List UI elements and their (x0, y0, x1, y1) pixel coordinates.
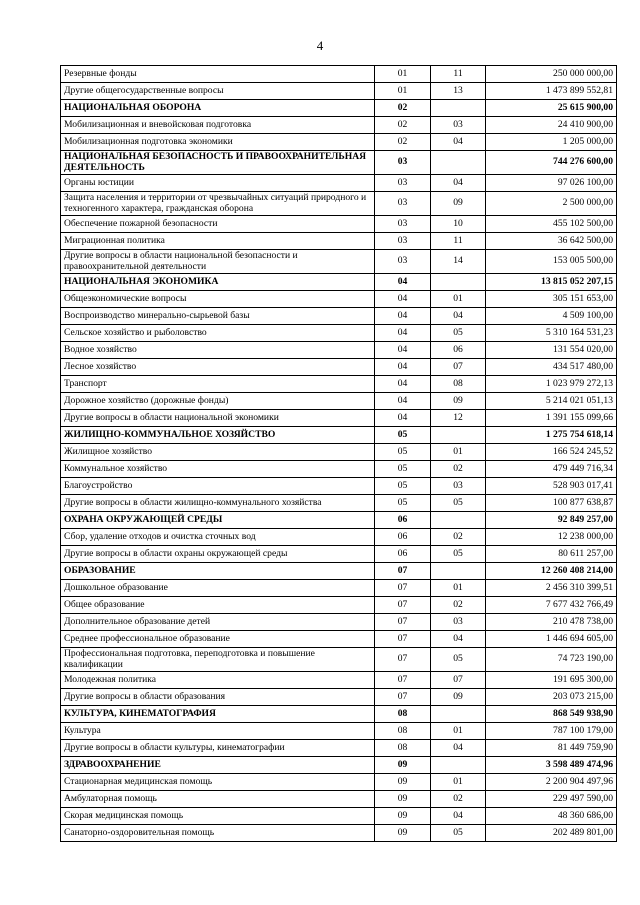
table-row (61, 808, 617, 825)
row-amount-cell: 1 446 694 605,00 (486, 631, 617, 648)
row-name-cell: Органы юстиции (61, 175, 375, 192)
row-name-cell: НАЦИОНАЛЬНАЯ ЭКОНОМИКА (61, 274, 375, 291)
row-subsection-code-cell: 02 (431, 461, 486, 478)
row-subsection-code-cell: 04 (431, 134, 486, 151)
row-subsection-code-cell: 08 (431, 376, 486, 393)
row-name-cell: Мобилизационная и вневойсковая подготовка (61, 117, 375, 134)
row-section-code-cell: 03 (375, 151, 431, 175)
table-row (61, 740, 617, 757)
row-section-code-cell: 04 (375, 376, 431, 393)
row-amount-cell: 868 549 938,90 (486, 706, 617, 723)
table-row (61, 495, 617, 512)
table-row (61, 546, 617, 563)
row-name-cell: Профессиональная подготовка, переподготовка и повышение квалификации (61, 648, 375, 672)
row-name-cell: Обеспечение пожарной безопасности (61, 216, 375, 233)
row-name-cell: Другие вопросы в области жилищно-коммунального хозяйства (61, 495, 375, 512)
row-amount-cell: 100 877 638,87 (486, 495, 617, 512)
row-name-cell: Другие вопросы в области культуры, кинематографии (61, 740, 375, 757)
row-amount-cell: 166 524 245,52 (486, 444, 617, 461)
row-name-cell: Амбулаторная помощь (61, 791, 375, 808)
row-name-cell: Санаторно-оздоровительная помощь (61, 825, 375, 842)
row-section-code-cell: 05 (375, 478, 431, 495)
row-amount-cell: 12 260 408 214,00 (486, 563, 617, 580)
row-amount-cell: 191 695 300,00 (486, 672, 617, 689)
row-section-code-cell: 06 (375, 546, 431, 563)
row-amount-cell: 787 100 179,00 (486, 723, 617, 740)
row-amount-cell: 2 500 000,00 (486, 192, 617, 216)
section-row (61, 100, 617, 117)
row-subsection-code-cell: 11 (431, 233, 486, 250)
row-section-code-cell: 05 (375, 495, 431, 512)
row-amount-cell: 250 000 000,00 (486, 66, 617, 83)
row-subsection-code-cell (431, 757, 486, 774)
row-name-cell: Сбор, удаление отходов и очистка сточных вод (61, 529, 375, 546)
section-row (61, 706, 617, 723)
row-subsection-code-cell: 03 (431, 478, 486, 495)
row-subsection-code-cell: 05 (431, 825, 486, 842)
row-amount-cell: 74 723 190,00 (486, 648, 617, 672)
row-section-code-cell: 04 (375, 342, 431, 359)
table-row (61, 580, 617, 597)
row-subsection-code-cell: 04 (431, 631, 486, 648)
row-section-code-cell: 09 (375, 757, 431, 774)
row-amount-cell: 81 449 759,90 (486, 740, 617, 757)
row-subsection-code-cell: 07 (431, 359, 486, 376)
row-amount-cell: 434 517 480,00 (486, 359, 617, 376)
row-amount-cell: 744 276 600,00 (486, 151, 617, 175)
row-section-code-cell: 04 (375, 393, 431, 410)
row-name-cell: Общее образование (61, 597, 375, 614)
row-section-code-cell: 07 (375, 580, 431, 597)
row-section-code-cell: 02 (375, 100, 431, 117)
row-section-code-cell: 04 (375, 410, 431, 427)
table-row (61, 631, 617, 648)
row-name-cell: Жилищное хозяйство (61, 444, 375, 461)
row-section-code-cell: 02 (375, 117, 431, 134)
table-row (61, 791, 617, 808)
row-amount-cell: 1 023 979 272,13 (486, 376, 617, 393)
row-name-cell: Другие вопросы в области образования (61, 689, 375, 706)
row-name-cell: Миграционная политика (61, 233, 375, 250)
row-subsection-code-cell: 04 (431, 308, 486, 325)
row-section-code-cell: 03 (375, 175, 431, 192)
row-name-cell: Общеэкономические вопросы (61, 291, 375, 308)
row-subsection-code-cell (431, 512, 486, 529)
row-name-cell: ОХРАНА ОКРУЖАЮЩЕЙ СРЕДЫ (61, 512, 375, 529)
row-subsection-code-cell (431, 151, 486, 175)
row-subsection-code-cell (431, 427, 486, 444)
row-name-cell: Другие вопросы в области охраны окружающей среды (61, 546, 375, 563)
table-row (61, 461, 617, 478)
row-subsection-code-cell: 03 (431, 117, 486, 134)
row-amount-cell: 203 073 215,00 (486, 689, 617, 706)
row-amount-cell: 36 642 500,00 (486, 233, 617, 250)
section-row (61, 274, 617, 291)
row-section-code-cell: 03 (375, 216, 431, 233)
row-amount-cell: 528 903 017,41 (486, 478, 617, 495)
section-row (61, 563, 617, 580)
row-section-code-cell: 04 (375, 359, 431, 376)
table-row (61, 774, 617, 791)
row-amount-cell: 2 200 904 497,96 (486, 774, 617, 791)
table-row (61, 233, 617, 250)
table-row (61, 825, 617, 842)
row-subsection-code-cell (431, 100, 486, 117)
row-subsection-code-cell: 14 (431, 250, 486, 274)
table-row (61, 83, 617, 100)
row-name-cell: Водное хозяйство (61, 342, 375, 359)
row-amount-cell: 202 489 801,00 (486, 825, 617, 842)
row-subsection-code-cell: 10 (431, 216, 486, 233)
row-subsection-code-cell: 11 (431, 66, 486, 83)
table-row (61, 444, 617, 461)
table-row (61, 250, 617, 274)
row-subsection-code-cell: 02 (431, 529, 486, 546)
row-section-code-cell: 07 (375, 614, 431, 631)
row-section-code-cell: 03 (375, 192, 431, 216)
row-name-cell: Резервные фонды (61, 66, 375, 83)
row-section-code-cell: 07 (375, 672, 431, 689)
row-amount-cell: 97 026 100,00 (486, 175, 617, 192)
row-section-code-cell: 07 (375, 689, 431, 706)
row-amount-cell: 455 102 500,00 (486, 216, 617, 233)
row-subsection-code-cell: 01 (431, 774, 486, 791)
row-subsection-code-cell: 07 (431, 672, 486, 689)
row-name-cell: НАЦИОНАЛЬНАЯ ОБОРОНА (61, 100, 375, 117)
row-name-cell: Скорая медицинская помощь (61, 808, 375, 825)
table-row (61, 308, 617, 325)
row-subsection-code-cell: 09 (431, 393, 486, 410)
budget-table-body (61, 66, 617, 842)
table-row (61, 648, 617, 672)
table-row (61, 689, 617, 706)
row-amount-cell: 1 391 155 099,66 (486, 410, 617, 427)
row-section-code-cell: 09 (375, 791, 431, 808)
row-section-code-cell: 08 (375, 723, 431, 740)
row-name-cell: Молодежная политика (61, 672, 375, 689)
row-subsection-code-cell: 02 (431, 791, 486, 808)
table-row (61, 597, 617, 614)
row-subsection-code-cell: 06 (431, 342, 486, 359)
row-amount-cell: 80 611 257,00 (486, 546, 617, 563)
row-amount-cell: 229 497 590,00 (486, 791, 617, 808)
row-subsection-code-cell: 05 (431, 648, 486, 672)
row-name-cell: Воспроизводство минерально-сырьевой базы (61, 308, 375, 325)
row-name-cell: Защита населения и территории от чрезвычайных ситуаций природного и техногенного характера, гражданская оборона (61, 192, 375, 216)
table-row (61, 723, 617, 740)
row-amount-cell: 13 815 052 207,15 (486, 274, 617, 291)
table-row (61, 359, 617, 376)
row-name-cell: Культура (61, 723, 375, 740)
section-row (61, 512, 617, 529)
row-name-cell: Дорожное хозяйство (дорожные фонды) (61, 393, 375, 410)
row-subsection-code-cell: 01 (431, 291, 486, 308)
row-subsection-code-cell: 05 (431, 325, 486, 342)
row-section-code-cell: 07 (375, 631, 431, 648)
row-amount-cell: 131 554 020,00 (486, 342, 617, 359)
row-amount-cell: 2 456 310 399,51 (486, 580, 617, 597)
row-name-cell: Транспорт (61, 376, 375, 393)
row-subsection-code-cell (431, 706, 486, 723)
table-row (61, 325, 617, 342)
row-section-code-cell: 03 (375, 250, 431, 274)
row-subsection-code-cell: 01 (431, 444, 486, 461)
row-name-cell: Другие вопросы в области национальной безопасности и правоохранительной деятельности (61, 250, 375, 274)
table-row (61, 376, 617, 393)
table-row (61, 216, 617, 233)
row-amount-cell: 24 410 900,00 (486, 117, 617, 134)
row-section-code-cell: 04 (375, 291, 431, 308)
row-subsection-code-cell: 01 (431, 580, 486, 597)
row-section-code-cell: 07 (375, 648, 431, 672)
row-name-cell: НАЦИОНАЛЬНАЯ БЕЗОПАСНОСТЬ И ПРАВООХРАНИТЕЛЬНАЯ ДЕЯТЕЛЬНОСТЬ (61, 151, 375, 175)
row-name-cell: Благоустройство (61, 478, 375, 495)
row-name-cell: Дополнительное образование детей (61, 614, 375, 631)
row-name-cell: Среднее профессиональное образование (61, 631, 375, 648)
row-section-code-cell: 05 (375, 444, 431, 461)
row-subsection-code-cell: 09 (431, 192, 486, 216)
row-section-code-cell: 04 (375, 274, 431, 291)
budget-table (60, 65, 617, 842)
row-amount-cell: 153 005 500,00 (486, 250, 617, 274)
table-row (61, 672, 617, 689)
row-section-code-cell: 09 (375, 825, 431, 842)
row-section-code-cell: 04 (375, 325, 431, 342)
row-name-cell: Дошкольное образование (61, 580, 375, 597)
table-row (61, 614, 617, 631)
table-row (61, 291, 617, 308)
row-subsection-code-cell: 03 (431, 614, 486, 631)
table-row (61, 117, 617, 134)
row-subsection-code-cell: 04 (431, 740, 486, 757)
row-section-code-cell: 01 (375, 83, 431, 100)
row-subsection-code-cell: 13 (431, 83, 486, 100)
section-row (61, 427, 617, 444)
row-name-cell: Сельское хозяйство и рыболовство (61, 325, 375, 342)
row-amount-cell: 92 849 257,00 (486, 512, 617, 529)
row-subsection-code-cell: 05 (431, 546, 486, 563)
table-row (61, 175, 617, 192)
row-name-cell: ЗДРАВООХРАНЕНИЕ (61, 757, 375, 774)
row-section-code-cell: 09 (375, 808, 431, 825)
row-amount-cell: 7 677 432 766,49 (486, 597, 617, 614)
row-amount-cell: 1 473 899 552,81 (486, 83, 617, 100)
row-section-code-cell: 06 (375, 512, 431, 529)
row-subsection-code-cell: 04 (431, 808, 486, 825)
row-amount-cell: 5 310 164 531,23 (486, 325, 617, 342)
row-section-code-cell: 09 (375, 774, 431, 791)
row-amount-cell: 210 478 738,00 (486, 614, 617, 631)
row-name-cell: Коммунальное хозяйство (61, 461, 375, 478)
row-amount-cell: 305 151 653,00 (486, 291, 617, 308)
row-amount-cell: 5 214 021 051,13 (486, 393, 617, 410)
row-section-code-cell: 08 (375, 740, 431, 757)
table-row (61, 192, 617, 216)
row-section-code-cell: 06 (375, 529, 431, 546)
row-section-code-cell: 04 (375, 308, 431, 325)
section-row (61, 757, 617, 774)
row-section-code-cell: 05 (375, 427, 431, 444)
row-amount-cell: 479 449 716,34 (486, 461, 617, 478)
table-row (61, 410, 617, 427)
row-amount-cell: 12 238 000,00 (486, 529, 617, 546)
row-section-code-cell: 02 (375, 134, 431, 151)
row-subsection-code-cell: 01 (431, 723, 486, 740)
row-name-cell: Мобилизационная подготовка экономики (61, 134, 375, 151)
row-name-cell: Другие общегосударственные вопросы (61, 83, 375, 100)
row-name-cell: ЖИЛИЩНО-КОММУНАЛЬНОЕ ХОЗЯЙСТВО (61, 427, 375, 444)
row-name-cell: Другие вопросы в области национальной экономики (61, 410, 375, 427)
row-amount-cell: 1 205 000,00 (486, 134, 617, 151)
page-number: 4 (316, 38, 324, 53)
row-subsection-code-cell (431, 274, 486, 291)
row-subsection-code-cell: 12 (431, 410, 486, 427)
row-subsection-code-cell: 02 (431, 597, 486, 614)
row-section-code-cell: 01 (375, 66, 431, 83)
row-section-code-cell: 07 (375, 563, 431, 580)
table-row (61, 342, 617, 359)
row-amount-cell: 3 598 489 474,96 (486, 757, 617, 774)
row-amount-cell: 25 615 900,00 (486, 100, 617, 117)
table-row (61, 478, 617, 495)
row-name-cell: Стационарная медицинская помощь (61, 774, 375, 791)
row-subsection-code-cell: 05 (431, 495, 486, 512)
row-subsection-code-cell: 09 (431, 689, 486, 706)
row-amount-cell: 1 275 754 618,14 (486, 427, 617, 444)
row-section-code-cell: 08 (375, 706, 431, 723)
row-name-cell: ОБРАЗОВАНИЕ (61, 563, 375, 580)
row-amount-cell: 4 509 100,00 (486, 308, 617, 325)
row-section-code-cell: 05 (375, 461, 431, 478)
table-row (61, 393, 617, 410)
row-subsection-code-cell: 04 (431, 175, 486, 192)
row-section-code-cell: 07 (375, 597, 431, 614)
row-subsection-code-cell (431, 563, 486, 580)
table-row (61, 134, 617, 151)
row-section-code-cell: 03 (375, 233, 431, 250)
table-row (61, 66, 617, 83)
row-name-cell: КУЛЬТУРА, КИНЕМАТОГРАФИЯ (61, 706, 375, 723)
section-row (61, 151, 617, 175)
table-row (61, 529, 617, 546)
row-name-cell: Лесное хозяйство (61, 359, 375, 376)
row-amount-cell: 48 360 686,00 (486, 808, 617, 825)
